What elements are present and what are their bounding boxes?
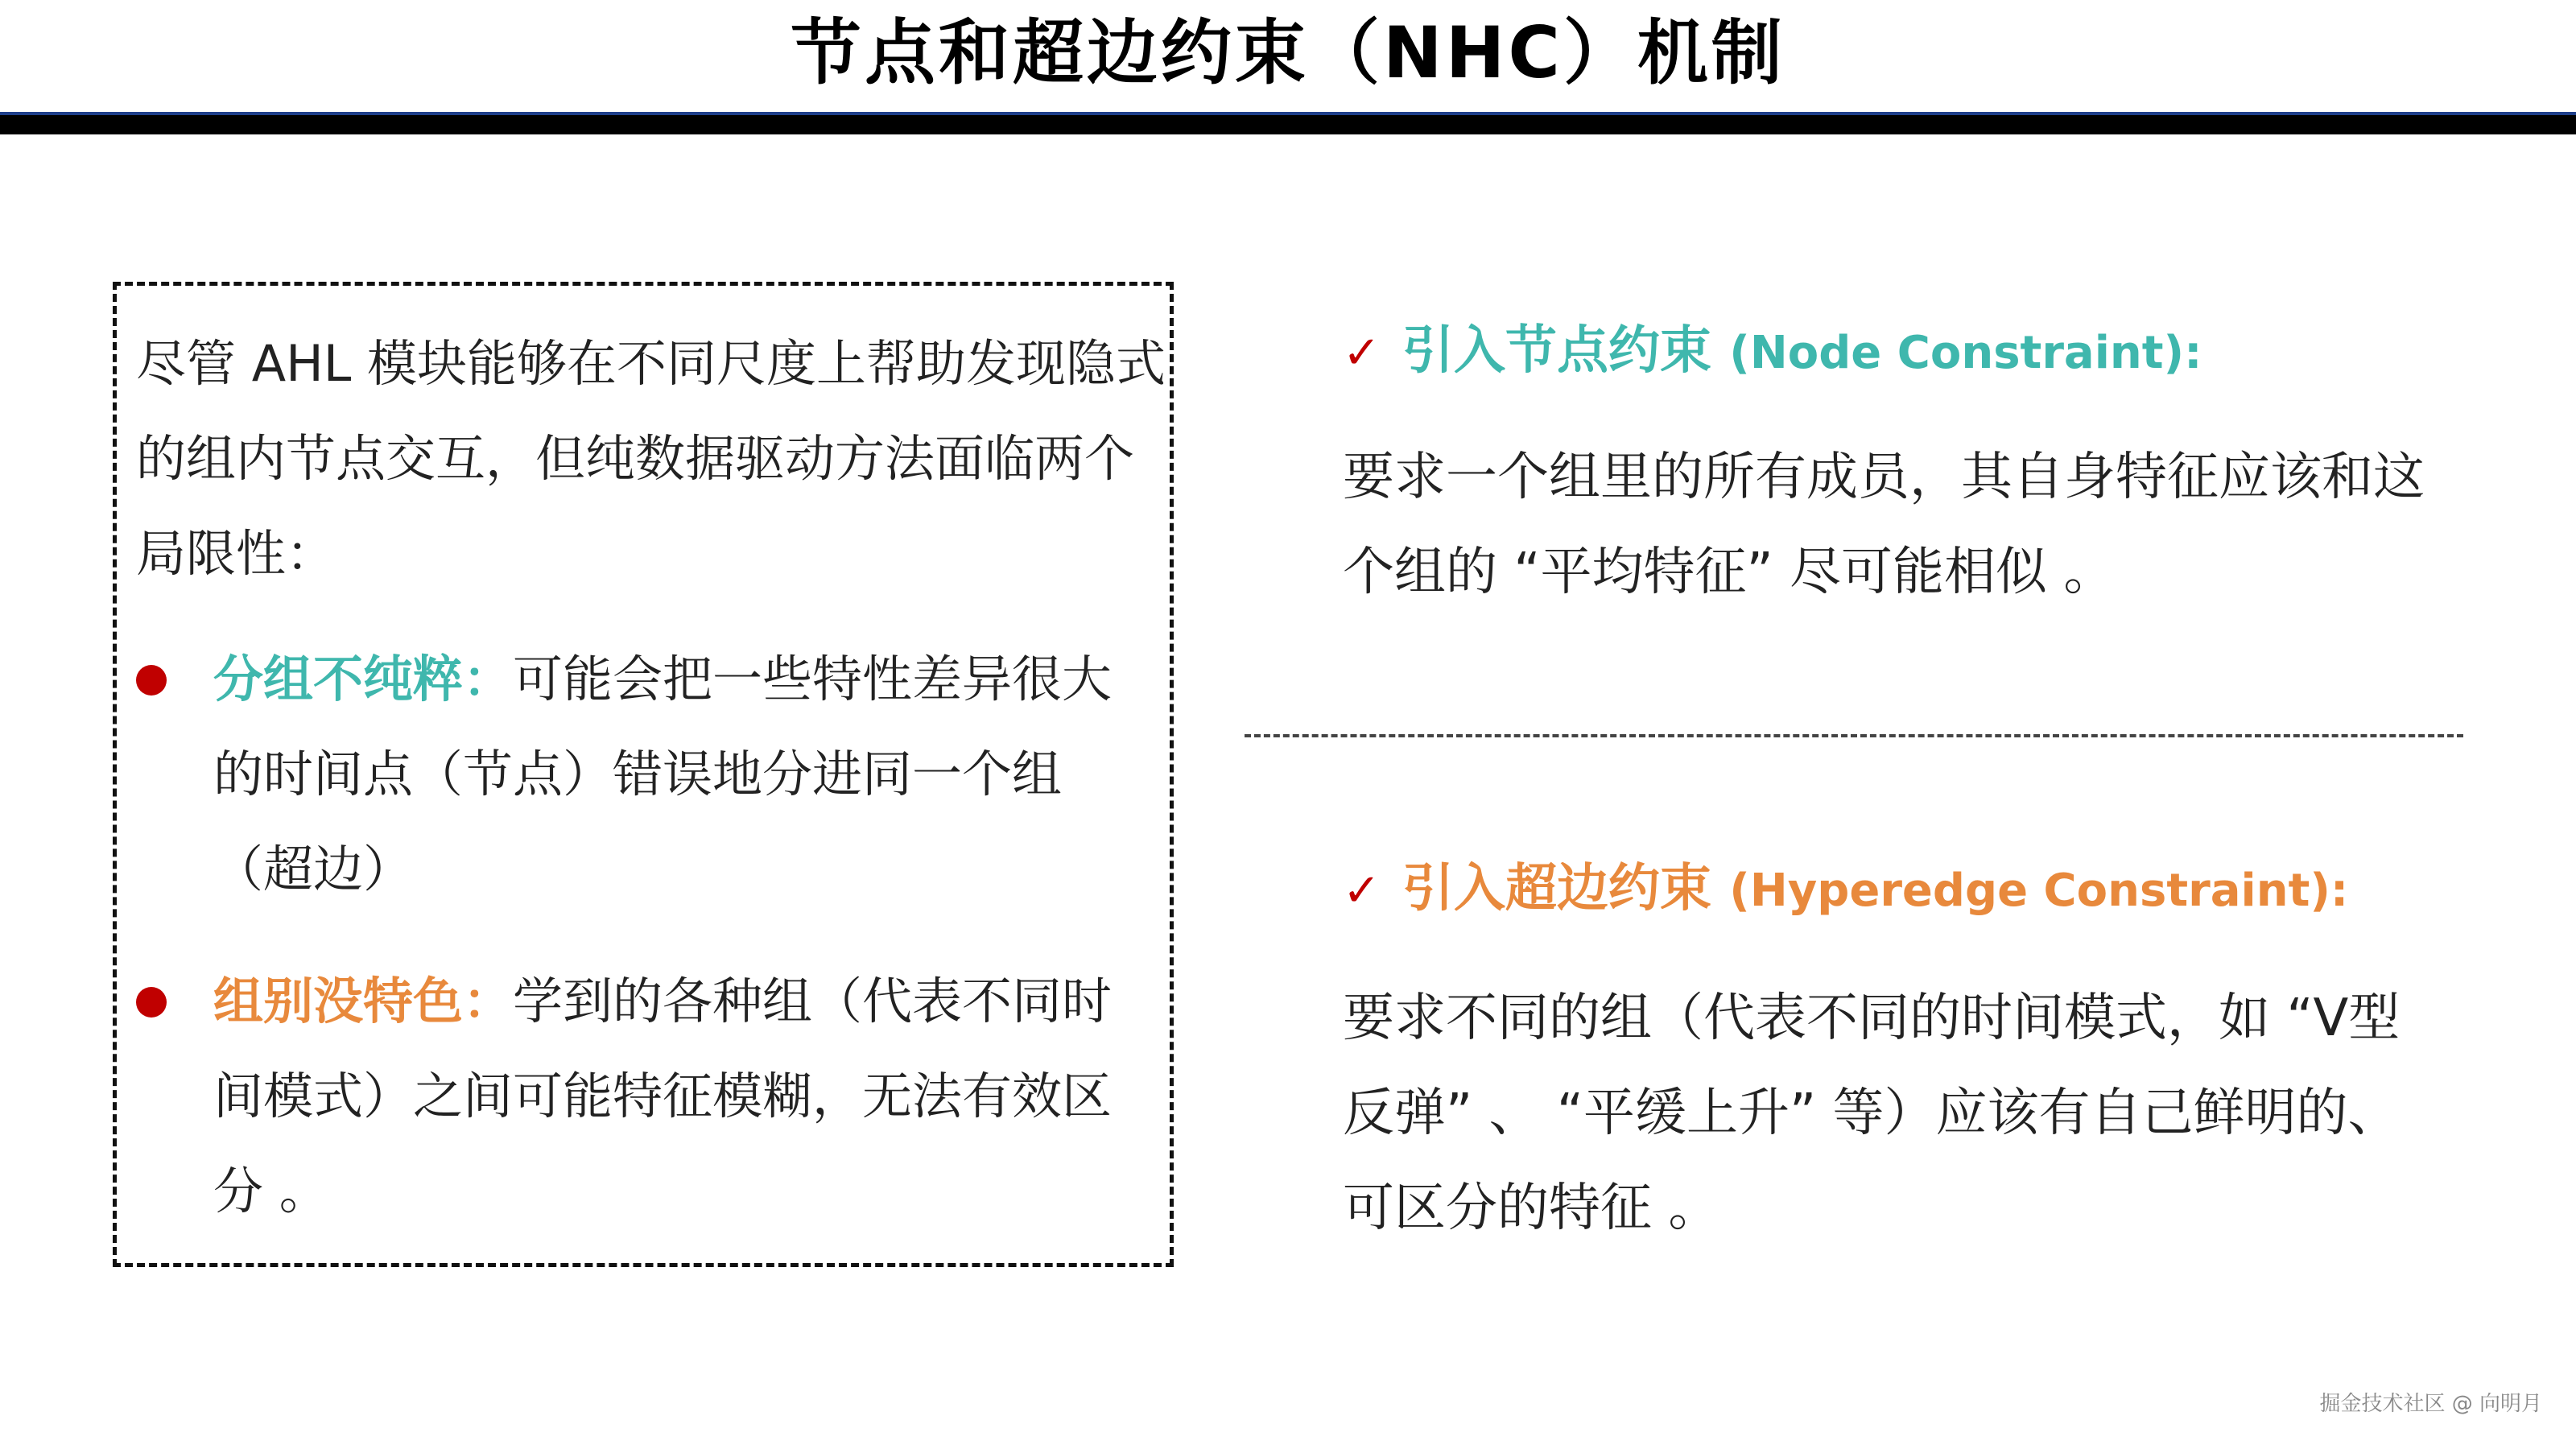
- heading-en: (Node Constraint):: [1729, 327, 2202, 379]
- node-constraint-body: 要求一个组里的所有成员，其自身特征应该和这个组的 “平均特征” 尽可能相似 。: [1343, 448, 2425, 602]
- bullet-text: [213, 954, 1139, 1239]
- page-title: 节点和超边约束（NHC）机制: [791, 11, 1785, 94]
- heading-zh: 引入超边约束: [1402, 859, 1711, 919]
- section-divider: [1245, 734, 2463, 737]
- hyperedge-constraint-body: 要求不同的组（代表不同的时间模式，如 “V型反弹” 、 “平缓上升” 等）应该有自己鲜明的、可区分的特征 。: [1343, 989, 2401, 1238]
- bullet-description: 可能会把一些特性差异很大的时间点（节点）错误地分进同一个组（超边）: [213, 650, 1113, 898]
- title-divider-bar: [0, 112, 2576, 134]
- bullet-keyword: 分组不纯粹：: [213, 650, 514, 708]
- hyperedge-constraint-heading: [1343, 848, 2348, 931]
- intro-text: 尽管 AHL 模块能够在不同尺度上帮助发现隐式的组内节点交互，但纯数据驱动方法面临两个局限性：: [136, 334, 1166, 583]
- red-bullet-icon: [136, 987, 167, 1018]
- bullet-description: 学到的各种组（代表不同时间模式）之间可能特征模糊，无法有效区分 。: [213, 972, 1113, 1220]
- checkmark-icon: ✓: [1343, 327, 1381, 379]
- red-bullet-icon: [136, 665, 167, 696]
- checkmark-icon: ✓: [1343, 865, 1381, 917]
- bullet-keyword: 组别没特色：: [213, 972, 514, 1030]
- bullet-text: [213, 632, 1139, 917]
- watermark: 掘金技术社区 @ 向明月: [2319, 1392, 2542, 1416]
- limitations-panel: [113, 282, 1174, 1267]
- heading-en: (Hyperedge Constraint):: [1729, 865, 2349, 917]
- node-constraint-heading: [1343, 311, 2202, 394]
- heading-zh: 引入节点约束: [1402, 321, 1711, 381]
